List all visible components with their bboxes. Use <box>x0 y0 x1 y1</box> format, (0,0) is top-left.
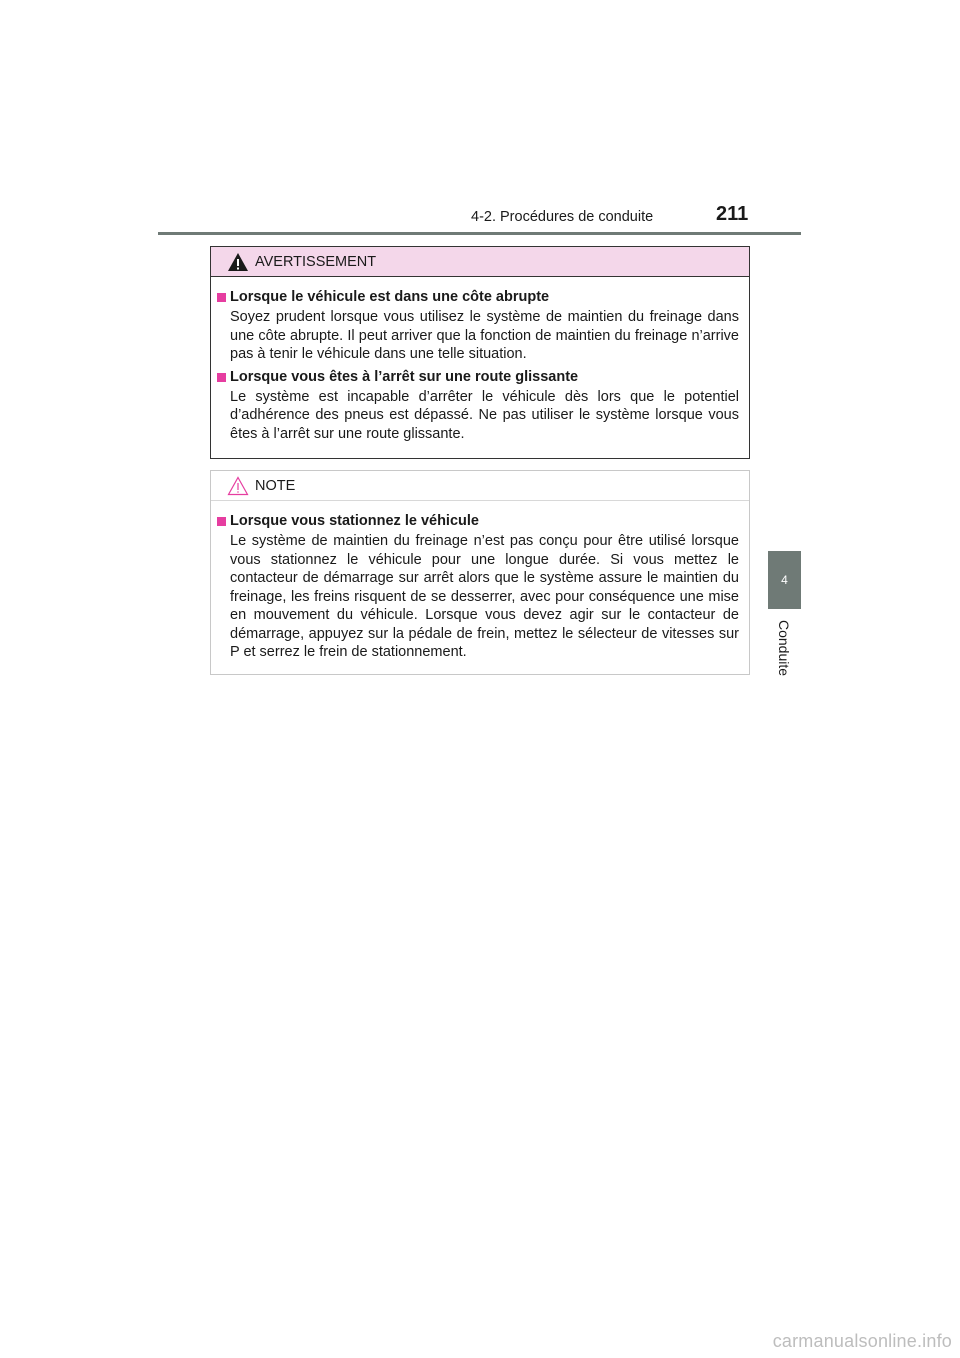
warning-box-header <box>211 247 749 277</box>
watermark: carmanualsonline.info <box>772 1331 952 1351</box>
note-item <box>217 512 739 662</box>
warning-box-title: AVERTISSEMENT <box>255 253 377 270</box>
warning-item-title-text: Lorsque vous êtes à l’arrêt sur une route glissante <box>230 368 579 385</box>
warning-item-title <box>217 288 739 307</box>
caution-triangle-outline-icon <box>227 476 249 496</box>
warning-item-text: Soyez prudent lorsque vous utilisez le système de maintien du freinage dans une côte abrupte. Il peut arriver que la fonction de maintien du freinage n’arrive pas à tenir le véhicule dans une telle situation. <box>230 309 739 362</box>
warning-item <box>217 368 739 444</box>
warning-triangle-icon <box>227 252 249 272</box>
square-bullet-icon <box>217 373 226 382</box>
note-item-title-text: Lorsque vous stationnez le véhicule <box>230 513 479 529</box>
warning-box-body <box>211 277 749 443</box>
note-item-text: Le système de maintien du freinage n’est pas conçu pour être utilisé lorsque vous stationnez le véhicule pour une longue durée. Si vous mettez le contacteur de démarrage sur arrêt alors que le système assure le maintien du freinage, les freins risquent de se desserrer, avec pour conséquence une mise en mouvement du véhicule. Lorsque vous devez agir sur le contacteur de démarrage, appuyez sur la pédale de frein, mettez le sélecteur de vitesses sur P et serrez le frein de stationnement. <box>230 533 739 660</box>
note-box-title: NOTE <box>255 477 296 494</box>
chapter-tab: 4 <box>768 551 801 609</box>
note-item-title <box>217 512 739 531</box>
warning-item-title-text: Lorsque le véhicule est dans une côte abrupte <box>230 289 550 305</box>
note-box-header <box>211 471 749 501</box>
header-divider <box>158 232 801 235</box>
square-bullet-icon <box>217 293 226 302</box>
chapter-tab-label: Conduite <box>776 619 792 677</box>
note-box-body <box>211 501 749 662</box>
header-section-title: 4-2. Procédures de conduite <box>471 209 654 225</box>
warning-item-text: Le système est incapable d’arrêter le véhicule dès lors que le potentiel d’adhérence des pneus est dépassé. Ne pas utiliser le système lorsque vous êtes à l’arrêt sur une route glissante. <box>230 388 739 442</box>
warning-box <box>210 246 750 459</box>
note-box <box>210 470 750 675</box>
warning-item-title <box>217 368 739 387</box>
warning-item <box>217 288 739 364</box>
square-bullet-icon <box>217 517 226 526</box>
page-number: 211 <box>716 203 749 225</box>
